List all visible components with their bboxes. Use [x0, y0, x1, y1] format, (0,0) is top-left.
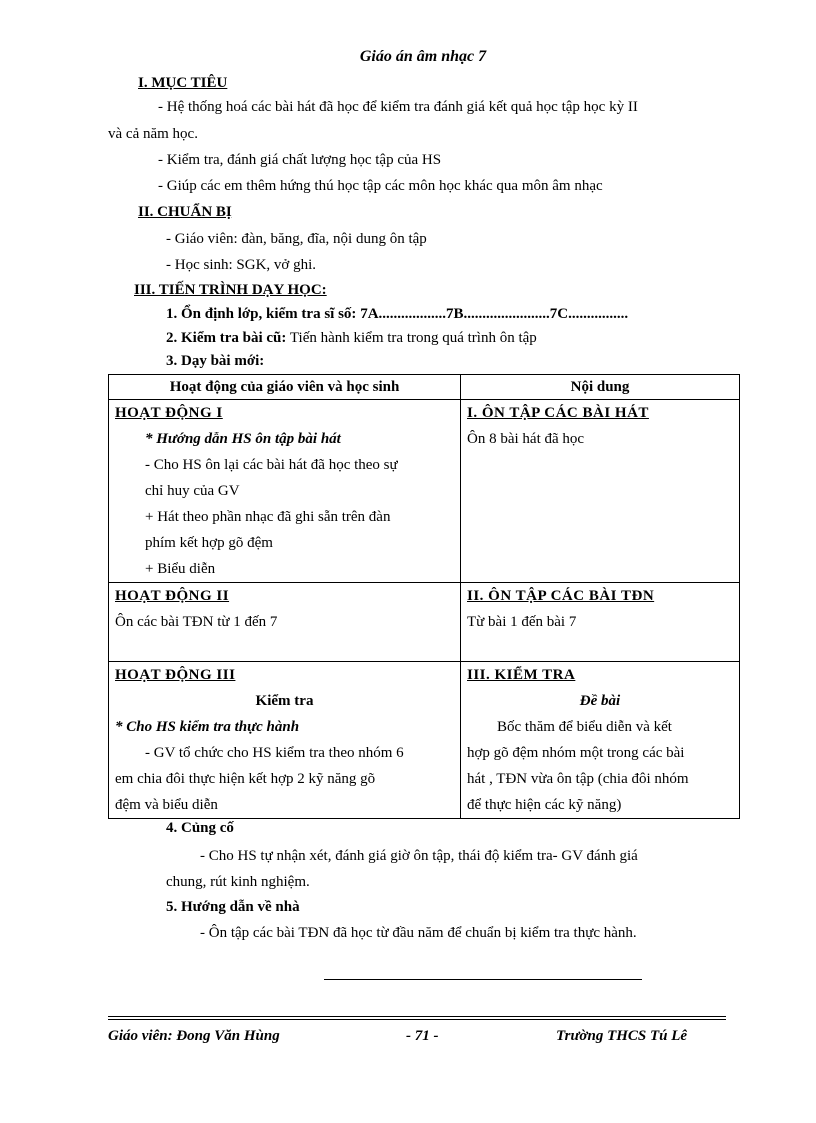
footer-rule	[108, 1019, 726, 1020]
activity-2-heading: HOẠT ĐỘNG II	[115, 588, 230, 604]
step-2-label: 2. Kiểm tra bài cũ:	[166, 330, 287, 346]
activity-3-line: - GV tổ chức cho HS kiểm tra theo nhóm 6	[145, 745, 404, 761]
section-1-heading	[138, 75, 227, 92]
step-1-label: 1. Ổn định lớp, kiểm tra sĩ số:	[166, 306, 357, 322]
step-2	[166, 330, 537, 347]
content-3-subtitle: Đề bài	[579, 693, 621, 709]
table-header-row	[109, 375, 740, 400]
section-4-line-1: - Cho HS tự nhận xét, đánh giá giờ ôn tập, thái độ kiểm tra- GV đánh giá	[200, 848, 638, 864]
activity-2-line: Ôn các bài TĐN từ 1 đến 7	[115, 614, 278, 630]
section-3-heading	[134, 282, 327, 299]
activity-1-line: chỉ huy của GV	[145, 483, 240, 499]
activity-1-line: phím kết hợp gõ đệm	[145, 535, 273, 551]
section-4-line-2: chung, rút kinh nghiệm.	[166, 874, 310, 890]
footer-school: Trường THCS Tú Lê	[556, 1028, 688, 1044]
content-1-cell	[461, 400, 740, 583]
section-2-line-2: - Học sinh: SGK, vở ghi.	[166, 257, 317, 273]
content-2-heading: II. ÔN TẬP CÁC BÀI TĐN	[467, 588, 655, 604]
step-1	[166, 306, 628, 323]
section-1-line-3: - Kiểm tra, đánh giá chất lượng học tập của HS	[158, 152, 442, 168]
section-2-heading-text: II. CHUẨN BỊ	[138, 204, 232, 220]
activity-3-heading: HOẠT ĐỘNG III	[115, 667, 236, 683]
activity-3-line: đệm và biểu diễn	[115, 797, 218, 813]
section-1-line-1: - Hệ thống hoá các bài hát đã học để kiểm tra đánh giá kết quả học tập học kỳ II	[158, 99, 638, 115]
content-2-cell	[461, 583, 740, 662]
content-2-line: Từ bài 1 đến bài 7	[467, 614, 577, 630]
footer-page-number: - 71 -	[406, 1028, 439, 1044]
activity-1-heading: HOẠT ĐỘNG I	[115, 405, 223, 421]
section-3-heading-text: III. TIẾN TRÌNH DẠY HỌC:	[134, 282, 327, 298]
section-1-heading-text: I. MỤC TIÊU	[138, 75, 228, 91]
step-1-value: 7A..................7B.......................7C................	[360, 306, 629, 322]
content-3-line: Bốc thăm để biểu diễn và kết	[497, 719, 672, 735]
section-1-line-2: và cả năm học.	[108, 126, 198, 142]
section-4-heading: 4. Củng cố	[166, 820, 234, 836]
table-header-content: Nội dung	[461, 375, 740, 400]
activity-1-line: + Biểu diễn	[145, 561, 216, 577]
end-divider	[324, 979, 642, 980]
step-2-value: Tiến hành kiểm tra trong quá trình ôn tập	[289, 330, 537, 346]
table-row	[109, 583, 740, 662]
table-row	[109, 662, 740, 819]
activity-1-subheading: * Hướng dẫn HS ôn tập bài hát	[145, 431, 341, 447]
section-2-line-1: - Giáo viên: đàn, băng, đĩa, nội dung ôn tập	[166, 231, 427, 247]
activity-3-line: em chia đôi thực hiện kết hợp 2 kỹ năng gõ	[115, 771, 376, 787]
footer-teacher: Giáo viên: Đong Văn Hùng	[108, 1028, 280, 1044]
content-1-line: Ôn 8 bài hát đã học	[467, 431, 585, 447]
activity-1-line: - Cho HS ôn lại các bài hát đã học theo sự	[145, 457, 398, 473]
step-3-label: 3. Dạy bài mới:	[166, 353, 265, 369]
activity-2-cell	[109, 583, 461, 662]
table-row	[109, 400, 740, 583]
table-header-activity: Hoạt động của giáo viên và học sinh	[109, 375, 461, 400]
footer-rule	[108, 1016, 726, 1017]
document-title: Giáo án âm nhạc 7	[359, 48, 487, 65]
activity-1-line: + Hát theo phần nhạc đã ghi sẵn trên đàn	[145, 509, 391, 525]
content-3-cell	[461, 662, 740, 819]
activity-3-cell	[109, 662, 461, 819]
activity-3-subheading: * Cho HS kiểm tra thực hành	[115, 719, 300, 735]
content-3-line: hát , TĐN vừa ôn tập (chia đôi nhóm	[467, 771, 689, 787]
content-1-heading: I. ÔN TẬP CÁC BÀI HÁT	[467, 405, 649, 421]
section-1-line-4: - Giúp các em thêm hứng thú học tập các môn học khác qua môn âm nhạc	[158, 178, 603, 194]
content-3-line: để thực hiện các kỹ năng)	[467, 797, 622, 813]
section-5-line-1: - Ôn tập các bài TĐN đã học từ đầu năm để chuẩn bị kiểm tra thực hành.	[200, 925, 637, 941]
section-2-heading	[138, 204, 232, 221]
lesson-table	[108, 374, 740, 819]
activity-1-cell	[109, 400, 461, 583]
content-3-heading: III. KIỂM TRA	[467, 667, 576, 683]
activity-3-subtitle: Kiểm tra	[255, 693, 314, 709]
content-3-line: hợp gõ đệm nhóm một trong các bài	[467, 745, 685, 761]
section-5-heading: 5. Hướng dẫn về nhà	[166, 899, 300, 915]
